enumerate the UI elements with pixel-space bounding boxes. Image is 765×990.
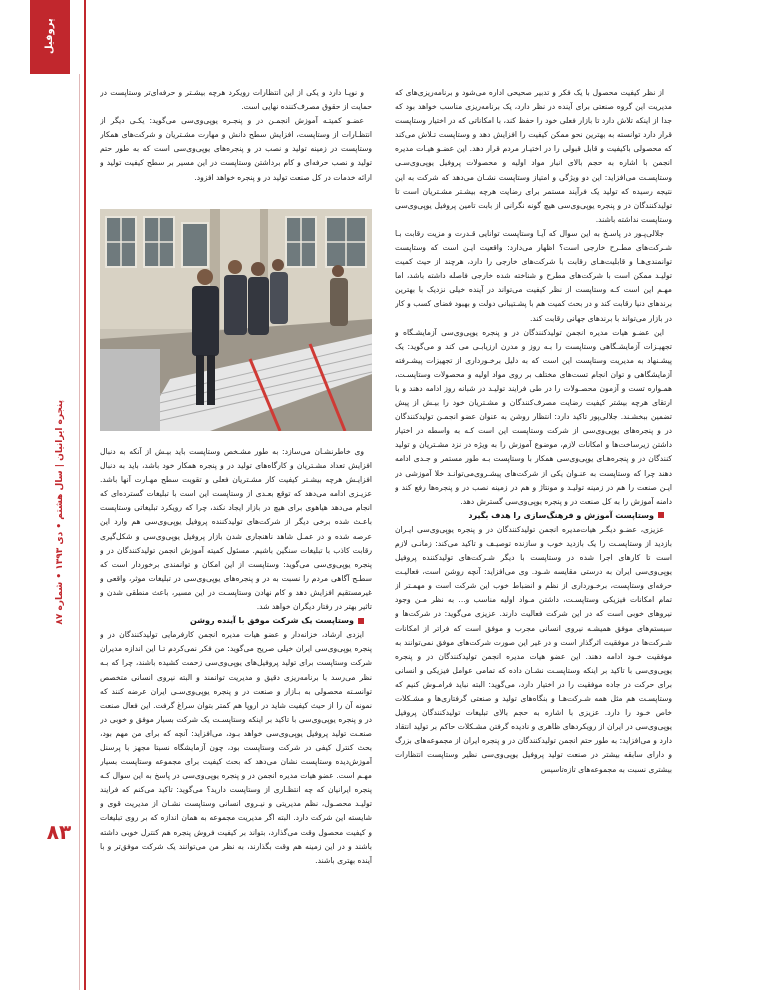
right-column [395, 86, 672, 976]
factory-photo [100, 209, 372, 431]
paragraph: جلالی‌پـور در پاسـخ به این سوال که آیـا وستاپست توانایی قـدرت و مزیت رقابت بـا شـرکت‌های مطـرح خارجی است؟ اظهار می‌دارد: واقعیت ایـن است که وستاپست توانمندی‌هـا و قابلیت‌هـای رقابت با شرکت‌های خارجی را دارد، هرچند از حیث کمیت تولیـد ممکن است با شرکت‌های مطرح و شناخته شده خارجی فاصله داشته باشد، اما مهـم این است کـه وستاپست از نظر کیفیت می‌تواند در آینده خیلی نزدیک با بهترین برندهای دنیا رقابت کند و در بحث کمیت هم با پشـتیبانی دولت و بهبود فضای کسب و کار در بازار می‌تواند با برندهای جهانی رقابت کند. [395, 228, 672, 323]
paragraph: و نوپـا دارد و یکی از این انتظارات رویکرد هرچه بیشـتر و حرفه‌ای‌تر وستاپست در حمایت از حقوق مصرف‌کننده نهایی است. [100, 88, 372, 112]
left-column-top [100, 86, 372, 202]
section-title: پروفیل [44, 18, 55, 54]
section-tab [30, 0, 70, 74]
subheading: وستاپست یک شرکت موفق با آینده روشن [100, 614, 372, 628]
accent-rule [84, 0, 86, 990]
paragraph: ایزدی ارشاد، خزانه‌دار و عضو هیات مدیره انجمن کارفرمایی تولیدکنندگان در و پنجره یو‌پی‌وی‌سی ایران خیلی صریح می‌گوید: من فکر نمی‌کردم تـا این اندازه مدیران شرکت وستاپست برای تولید پروفیل‌های یو‌پی‌وی‌سی زحمت کشیده باشند، چرا که بـه نظر می‌رسد با برنامه‌ریزی دقیق و مدیریت توانمند و البته نیروی انسانی متخصص توانسـته محصولی به بـازار و صنعت در و پنجره یو‌پی‌وی‌سـی ایران عرضه کنند که نمونه آن را از حیث کیفیت شاید در اروپا هم کمتر بتوان سراغ گرفت. این فعال صنعت در و پنجره یو‌پی‌وی‌سی با تاکید بر اینکه وستاپسـت یک شرکت بسیار موفق و خوبی در صنعـت تولید پروفیل یو‌پی‌وی‌سی خواهد بـود، می‌افزاید: آنچه که برای من مهم بود، بحث کنترل کیفی در شرکت وستاپست بود، چون آزمایشگاه نسبتا مجهز با پرسنل آموزش‌دیده وستاپست نشان می‌دهد که بحث کیفیت برای مجموعه وستاپست بسیار مهـم است. عضو هیات مدیره انجمن در و پنجره یو‌پی‌وی‌سی در پاسخ به این سوال کـه پنجره ایرانیان که چه انتظـاری از وستاپست دارید؟ می‌گوید: تاکید می‌کنم که فرایند تولیـد محصـول، نظم مدیریتی و نیـروی انسانی وستاپست نشـان از مدیریت قوی و شایسته این شرکت دارد. البته اگر مدیریت مجموعه به همان اندازه که بر روی تبلیغات و کیفیت محصول وقت می‌گذارد، بتواند بر کیفیت فروش پنجره هم کنترل خوبی داشته باشند و در این زمینه هم وقت بگذارند، به نظر من می‌توانند یک شرکت موفق‌تر و با آینده بهتری باشند. [100, 630, 372, 865]
paragraph: این عضـو هیات مدیره انجمن تولیدکنندگان در و پنجره یو‌پی‌وی‌سی آزمایشـگاه و تجهیـزات آزمایشـگاهی وستاپست را بـه روز و مدرن ارزیابـی می کند و می‌گوید: یک پیشـنهاد به مدیریت وستاپست این است که به دلیل برخـورداری از تجهیزات پیشـرفته آزمایشگاهی و توان انجام تست‌های مختلف بر روی مواد اولیه و محصولات وستاپسـت، همـواره تست و آزمون محصـولات را در طی فرایند تولیـد در شبانه روز ادامه دهند و با ارتقای هرچه بیشتر کیفیت رضایت مصرف‌کنندگان و مشـتریان خود را بیـش از پیش تضمین ببخشـند. جلالی‌پور تاکید دارد: انتظار روشن به عنوان عضو انجمـن تولیدکنندگان در و پنجره‌های یو‌پی‌وی‌سی از شرکت وستاپست این است کـه به واسطه در اختیار داشتن زیرساخت‌ها و امکانات لازم، موضوع آموزش را به ویژه در نزد مشـتریان و تولید کنندگان در و پنجره‌هـای یو‌پی‌وی‌سی همکار با وستاپست بـه طور مستمر و جـدی ادامه دهند چرا که وستاپست به عنـوان یکی از شرکت‌های پیشـروی‌می‌توانـد خلا آموزشی در ایـن صنعت را هم در زمینه تولیـد و مونتاژ و هم در زمینه نصب در و پنجره‌ها رفع کند و دامنه آموزش را به کل صنعت در و پنجره یو‌پی‌وی‌سی گسترش دهد. [395, 327, 672, 506]
subheading: وستاپست آموزش و فرهنگ‌سازی را هدف بگیرد [395, 509, 672, 523]
paragraph: از نظر کیفیت محصول با یک فکر و تدبیر صحیحی اداره می‌شود و برنامه‌ریزی‌های که مدیریت این گروه صنعتی برای آینده در نظر دارد، یک برنامه‌ریزی مناسب خواهد بود که جدا از اینکه تلاش دارد تا بازار فعلی خود را حفظ کند، با امکاناتی که در اختیار وستاپست قرار دارد توانسته به بهترین نحو ممکن کیفیت را افزایش دهد و وستاپست تـلاش می‌کند که محصولی باکیفیت و قابل قبولی را در اختیـار مردم قرار دهد. این عضـو هیـات مدیره انجمن با اشاره به حجم بالای انبار مواد اولیه و محصولات پروفیل یو‌پی‌وی‌سـی وستاپسـت می‌افزاید: این دو ویژگی و امتیاز وستاپست نشـان می‌دهد که شرکت به این نتیجه رسیده که تولید یک فرآیند مستمر برای رضایت هرچه بیشـتر مشـتریان است تا تولیدکنندگان در و پنجره یو‌پی‌وی‌سی هیچ گونه نگرانی از بابت تامین پروفیل یو‌پی‌وی‌سی وستاپست نداشته باشند. [395, 88, 672, 224]
bullet-square-icon [358, 618, 364, 624]
issue-info [50, 400, 70, 625]
paragraph: عزیزی، عضـو دیگـر هیات‌مدیره انجمن تولیدکنندگان در و پنجره یو‌پی‌وی‌سی ایـران بازدید از وستاپسـت را یک بازدید خوب و سازنده توصیـف و تاکید می‌کند: زمانـی لازم است تا کارهای اجرا شده در وستاپست با دیگر شـرکت‌های تولیدکننده پروفیل یو‌پی‌وی‌سی ایران به درستی مقایسه شـود. وی می‌افزاید: آنچه روشن است، فعالیـت حرفه‌ای وستاپست، برخـورداری از نظم و انضباط خوب این شرکت است و مهمـتر از تمام امکانات فیزیکی وستاپسـت، داشتن مـواد اولیه مناسب و... به نظر مـن وجود نیروهای خوبی است که در این شرکت فعالیت دارند. عزیزی می‌گوید: در شرکت‌ها و سیستم‌های موفق همیشـه نیروی انسانی مجرب و موفق است که فراتر از امکانات شـرکت‌ها در موفقیت اثرگذار است و در غیر این صورت شرکت‌های موفق نمی‌توانند به موفقیت خـود ادامه دهند. این عضو هیات مدیره انجمن تولیدکنندگان در و پنجره یو‌پی‌وی‌سی با تاکید بر اینکه وستاپسـت نشـان داده که تمامی عوامل فیزیکی و انسانی برای حرکت در جاده موفقیت را در اختیار دارد، می‌گوید: البته نباید فرامـوش کنیم که وستاپسـت هم مثل همه شـرکت‌هـا و بنگاه‌های تولید و صنعتی گرفتاری‌ها و مشـکلات خاص خـود را دارد. عزیزی با اشاره به حجم بالای تبلیغات تولیدکنندگان پروفیل یو‌پی‌وی‌سی در ایران از رویکردهای ظاهری و نادیده گرفتن مشـکلات حاکم بر تولید انتقاد دارد و می‌افزاید: به طور حتم انجمن تولیدکنندگان در و پنجره ایران از مجموعه‌های بزرگ و دارای سابقه بیشتر در صنعت تولید پروفیل یو‌پی‌وی‌سی نظیر وستاپست انتظارات بیشتری نسبت به مجموعه‌های تازه‌تاسیس [395, 524, 672, 774]
paragraph: وی خاطرنشـان می‌سازد: به طور مشـخص وستاپست باید بیـش از آنکه به دنبال افزایش تعداد مشـتریان و کارگاه‌های تولید در و پنجره همکار خود باشد، باید به دنبال افزایـش هرچه بیشـتر کیفیت کار مشـتریان فعلی و تقویت سطح مهـارت آنها باشد. عزیـزی ادامه می‌دهد که توقع بعـدی از وستاپست این است با تبلیغات گسترده‌ای که انجام می‌دهد هیاهوی برای هیچ در بازار ایجاد نکند، چرا که رویکرد تبلیغاتی وستاپست باعـث شده برخی دیگر از شرکت‌های تولیدکننده پروفیل یو‌پی‌وی‌سی هم وارد این عرصه شده و در عمـل شاهد ناهنجاری شدن بازار پروفیل یو‌پی‌وی‌سی و شکل‌گیری رقابت کاذب با تبلیغات سنگین باشیم. مسئول کمیته آموزش انجمن تولیدکنندگان در و پنجره یو‌پی‌وی‌سی می‌گوید: وستاپست از این امکان و توانمندی برخوردار است که سطـح آگاهی مردم را نسبت به در و پنجره‌های یو‌پی‌وی‌سی در تبلیغات موثر، واقعی و غیرمستقیم افزایش دهد و کام نهادن وستاپسـت در این مسیر، باعث منطقی شدن و تاثیر بهتر در رفتار دیگران خواهد شد. [100, 447, 372, 612]
issue-line: پنجره ایرانیان | سال هشتم • دی ۱۳۹۳ • شماره ۸۷ [55, 400, 65, 625]
paragraph: عضـو کمیتـه آموزش انجمـن در و پنجـره یو‌پی‌وی‌سی می‌گوید: یکـی دیگر از انتظـارات از وستاپست، افزایش سطح دانش و مهارت مشـتریان و شرکت‌های همکار وستاپست در زمینه تولید و نصب در و پنجره‌های یو‌پی‌وی‌سی است که به طور حتم تولید و نصب حرفه‌ای و کام برداشتن وستاپست در این مسیر بر سطح کیفیت تولید و ارائه خدمات در کل صنعت تولید در و پنجره خواهد افزود. [100, 116, 372, 182]
left-column-bottom [100, 445, 372, 975]
margin-rule [79, 74, 80, 990]
factory-photo-image [100, 209, 372, 431]
page-number: ۸۳ [46, 820, 72, 844]
bullet-square-icon [658, 512, 664, 518]
